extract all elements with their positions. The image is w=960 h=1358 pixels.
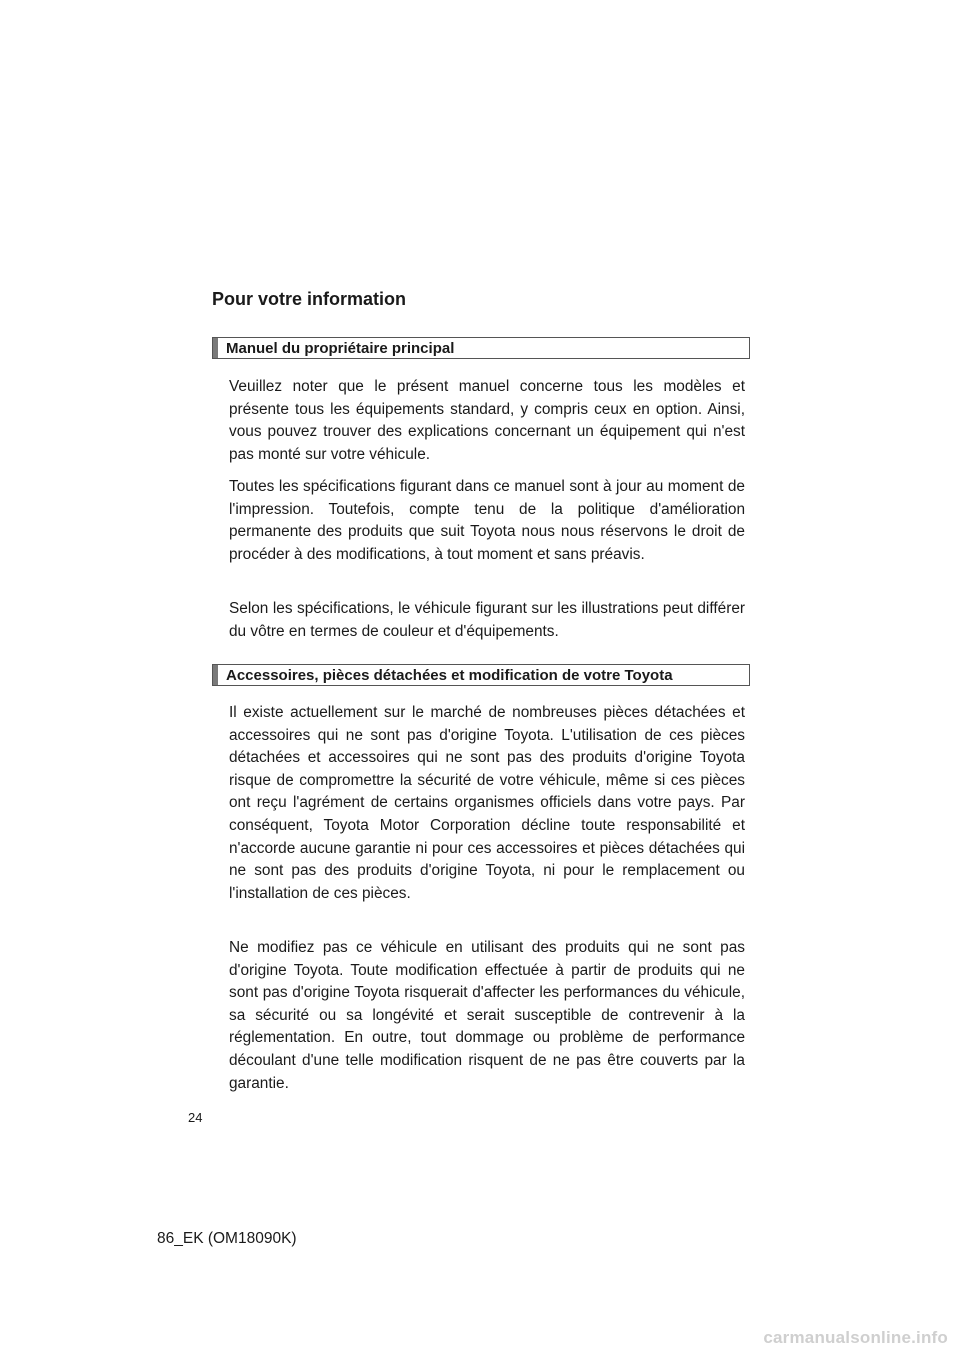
section-header-owner-manual: [212, 337, 750, 359]
paragraph: Il existe actuellement sur le marché de nombreuses pièces détachées et accessoires qui ne sont pas d'origine Toyota. L'utilisation de ces pièces détachées et accessoires qui ne sont pas des produits d'origine Toyota risque de compromettre la sécurité de votre véhicule, même si ces pièces ont reçu l'agrément de certains organismes officiels dans votre pays. Par conséquent, Toyota Motor Corporation décline toute responsabilité et n'accorde aucune garantie ni pour ces accessoires et pièces détachées qui ne sont pas des produits d'origine Toyota, ni pour le remplacement ou l'installation de ces pièces.: [229, 704, 745, 902]
paragraph: Ne modifiez pas ce véhicule en utilisant des produits qui ne sont pas d'origine Toyota. Toute modification effectuée à partir de produits qui ne sont pas d'origine Toyota risquerait d'affecter les performances du véhicule, sa sécurité ou sa longévité et serait susceptible de contrevenir à la réglementation. En outre, tout dommage ou problème de performance découlant d'une telle modification risquent de ne pas être couverts par la garantie.: [229, 939, 745, 1092]
section-header-accessories: [212, 664, 750, 686]
paragraph: Veuillez noter que le présent manuel concerne tous les modèles et présente tous les équipements standard, y compris ceux en option. Ainsi, vous pouvez trouver des explications concernant un équipement qui n'est pas monté sur votre véhicule.: [229, 378, 745, 463]
section-header-label: Manuel du propriétaire principal: [226, 339, 455, 357]
document-code: 86_EK (OM18090K): [157, 1230, 297, 1247]
page-number: 24: [188, 1110, 203, 1125]
watermark: carmanualsonline.info: [763, 1328, 948, 1347]
paragraph: Selon les spécifications, le véhicule figurant sur les illustrations peut différer du vôtre en termes de couleur et d'équipements.: [229, 600, 745, 640]
paragraph: Toutes les spécifications figurant dans ce manuel sont à jour au moment de l'impression. Toutefois, compte tenu de la politique d'amélioration permanente des produits que suit Toyota nous nous réservons le droit de procéder à des modifications, à tout moment et sans préavis.: [229, 478, 745, 563]
page-title: Pour votre information: [212, 289, 407, 309]
section-header-label: Accessoires, pièces détachées et modification de votre Toyota: [226, 666, 673, 684]
